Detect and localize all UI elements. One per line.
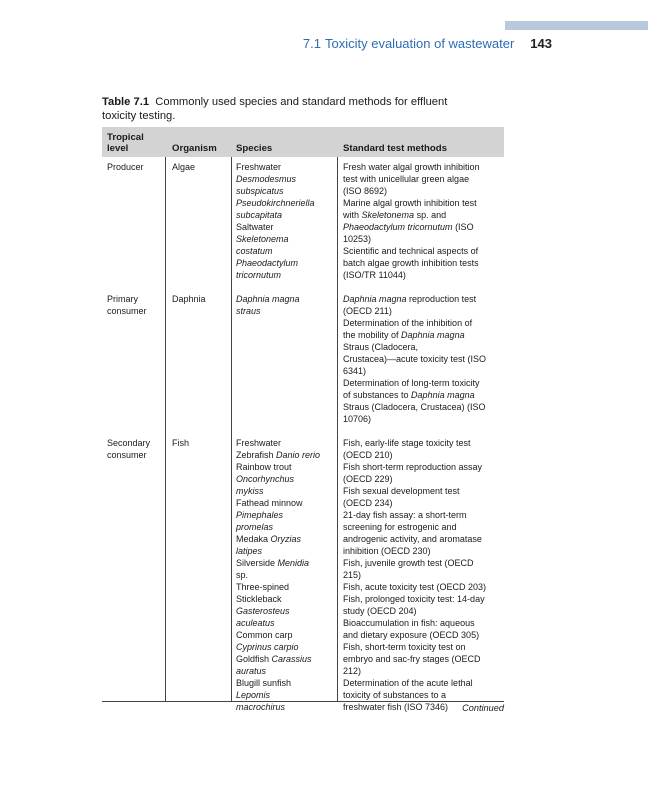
species-line: Rainbow trout <box>236 462 292 472</box>
species-line: Pimephales <box>236 510 284 520</box>
species-line: Daphnia magna <box>236 294 300 304</box>
species-line: latipes <box>236 546 263 556</box>
species-line: tricornutum <box>236 270 282 280</box>
method-line: embryo and sac-fry stages (OECD <box>343 654 481 664</box>
cell-trophic-level <box>107 293 165 317</box>
header-organism: Organism <box>172 143 217 154</box>
method-line: Fish, acute toxicity test (OECD 203) <box>343 582 487 592</box>
species-line: Freshwater <box>236 162 282 172</box>
method-line: Fresh water algal growth inhibition <box>343 162 480 172</box>
method-line: Straus (Cladocera, <box>343 342 419 352</box>
species-line: costatum <box>236 246 273 256</box>
section-title: Toxicity evaluation of wastewater <box>324 36 515 51</box>
method-line: Fish short-term reproduction assay <box>343 462 483 472</box>
method-line: (ISO/TR 11044) <box>343 270 406 280</box>
cell-species <box>236 437 334 713</box>
header-level-line2: level <box>107 143 129 154</box>
organism-text: Daphnia <box>172 294 206 304</box>
table-caption <box>102 95 502 123</box>
caption-text-2: toxicity testing. <box>102 110 176 122</box>
level-text: Secondary <box>107 438 151 448</box>
method-line: 212) <box>343 666 362 676</box>
method-line: Fish sexual development test <box>343 486 460 496</box>
header-trophic-level <box>107 132 144 154</box>
method-line: screening for estrogenic and <box>343 522 457 532</box>
species-line: Silverside Menidia <box>236 558 310 568</box>
header-level-line1: Tropical <box>107 132 144 143</box>
cell-species <box>236 161 334 281</box>
species-line: auratus <box>236 666 267 676</box>
species-line: Common carp <box>236 630 293 640</box>
species-line: Pseudokirchneriella <box>236 198 315 208</box>
running-header <box>0 36 552 51</box>
method-line: toxicity of substances to a <box>343 690 447 700</box>
method-line: androgenic activity, and aromatase <box>343 534 482 544</box>
method-line: of substances to Daphnia magna <box>343 390 475 400</box>
column-divider <box>231 157 232 701</box>
cell-organism <box>172 161 232 173</box>
method-line: with Skeletonema sp. and <box>343 210 447 220</box>
method-line: Marine algal growth inhibition test <box>343 198 477 208</box>
method-line: 21-day fish assay: a short-term <box>343 510 467 520</box>
header-species: Species <box>236 143 273 154</box>
species-line: Goldfish Carassius <box>236 654 312 664</box>
species-line: subspicatus <box>236 186 284 196</box>
method-line: Fish, early-life stage toxicity test <box>343 438 471 448</box>
cell-methods <box>343 437 501 713</box>
caption-text-1: Commonly used species and standard methods for effluent <box>155 96 448 108</box>
species-line: Phaeodactylum <box>236 258 299 268</box>
table-header <box>102 127 504 157</box>
species-line: sp. <box>236 570 249 580</box>
species-line: mykiss <box>236 486 264 496</box>
species-line: Cyprinus carpio <box>236 642 299 652</box>
header-methods: Standard test methods <box>343 143 447 154</box>
method-line: Determination of the inhibition of <box>343 318 473 328</box>
species-line: Fathead minnow <box>236 498 303 508</box>
page-number: 143 <box>530 36 552 51</box>
species-line: Lepomis <box>236 690 271 700</box>
method-line: Phaeodactylum tricornutum (ISO <box>343 222 474 232</box>
species-line: promelas <box>236 522 274 532</box>
column-divider <box>337 157 338 701</box>
species-line: Desmodesmus <box>236 174 297 184</box>
method-line: Straus (Cladocera, Crustacea) (ISO <box>343 402 486 412</box>
species-line: Three-spined <box>236 582 290 592</box>
species-line: Stickleback <box>236 594 282 604</box>
section-number: 7.1 <box>302 36 321 51</box>
species-line: Freshwater <box>236 438 282 448</box>
species-line: macrochirus <box>236 702 286 712</box>
method-line: 10253) <box>343 234 372 244</box>
cell-methods <box>343 161 501 281</box>
method-line: Bioaccumulation in fish: aqueous <box>343 618 475 628</box>
species-line: Gasterosteus <box>236 606 290 616</box>
cell-organism <box>172 437 232 449</box>
level-text: Primary <box>107 294 138 304</box>
species-line: Medaka Oryzias <box>236 534 302 544</box>
column-divider <box>165 157 166 701</box>
method-line: (ISO 8692) <box>343 186 388 196</box>
table-label: Table 7.1 <box>102 96 150 108</box>
species-line: straus <box>236 306 261 316</box>
cell-methods <box>343 293 501 425</box>
species-line: Blugill sunfish <box>236 678 292 688</box>
method-line: (OECD 210) <box>343 450 393 460</box>
method-line: Fish, short-term toxicity test on <box>343 642 466 652</box>
cell-trophic-level <box>107 161 165 173</box>
method-line: Determination of the acute lethal <box>343 678 473 688</box>
cell-organism <box>172 293 232 305</box>
method-line: Fish, juvenile growth test (OECD <box>343 558 474 568</box>
header-accent-bar <box>505 21 648 30</box>
species-line: Skeletonema <box>236 234 289 244</box>
species-line: Zebrafish Danio rerio <box>236 450 321 460</box>
method-line: Scientific and technical aspects of <box>343 246 479 256</box>
method-line: (OECD 211) <box>343 306 392 316</box>
species-line: Oncorhynchus <box>236 474 295 484</box>
method-line: Crustacea)—acute toxicity test (ISO <box>343 354 487 364</box>
method-line: Determination of long-term toxicity <box>343 378 480 388</box>
method-line: inhibition (OECD 230) <box>343 546 431 556</box>
cell-trophic-level <box>107 437 165 461</box>
level-text: consumer <box>107 450 147 460</box>
method-line: the mobility of Daphnia magna <box>343 330 465 340</box>
level-text: Producer <box>107 162 144 172</box>
method-line: batch algae growth inhibition tests <box>343 258 479 268</box>
organism-text: Algae <box>172 162 196 172</box>
method-line: 10706) <box>343 414 372 424</box>
organism-text: Fish <box>172 438 190 448</box>
species-line: Saltwater <box>236 222 274 232</box>
method-line: study (OECD 204) <box>343 606 417 616</box>
species-line: subcapitata <box>236 210 283 220</box>
level-text: consumer <box>107 306 147 316</box>
method-line: freshwater fish (ISO 7346) <box>343 702 449 712</box>
method-line: Fish, prolonged toxicity test: 14-day <box>343 594 485 604</box>
method-line: 6341) <box>343 366 367 376</box>
method-line: (OECD 234) <box>343 498 393 508</box>
species-line: aculeatus <box>236 618 275 628</box>
method-line: Daphnia magna reproduction test <box>343 294 477 304</box>
method-line: (OECD 229) <box>343 474 393 484</box>
cell-species <box>236 293 334 317</box>
method-line: and dietary exposure (OECD 305) <box>343 630 480 640</box>
method-line: 215) <box>343 570 362 580</box>
continued-note: Continued <box>462 703 504 713</box>
method-line: test with unicellular green algae <box>343 174 470 184</box>
